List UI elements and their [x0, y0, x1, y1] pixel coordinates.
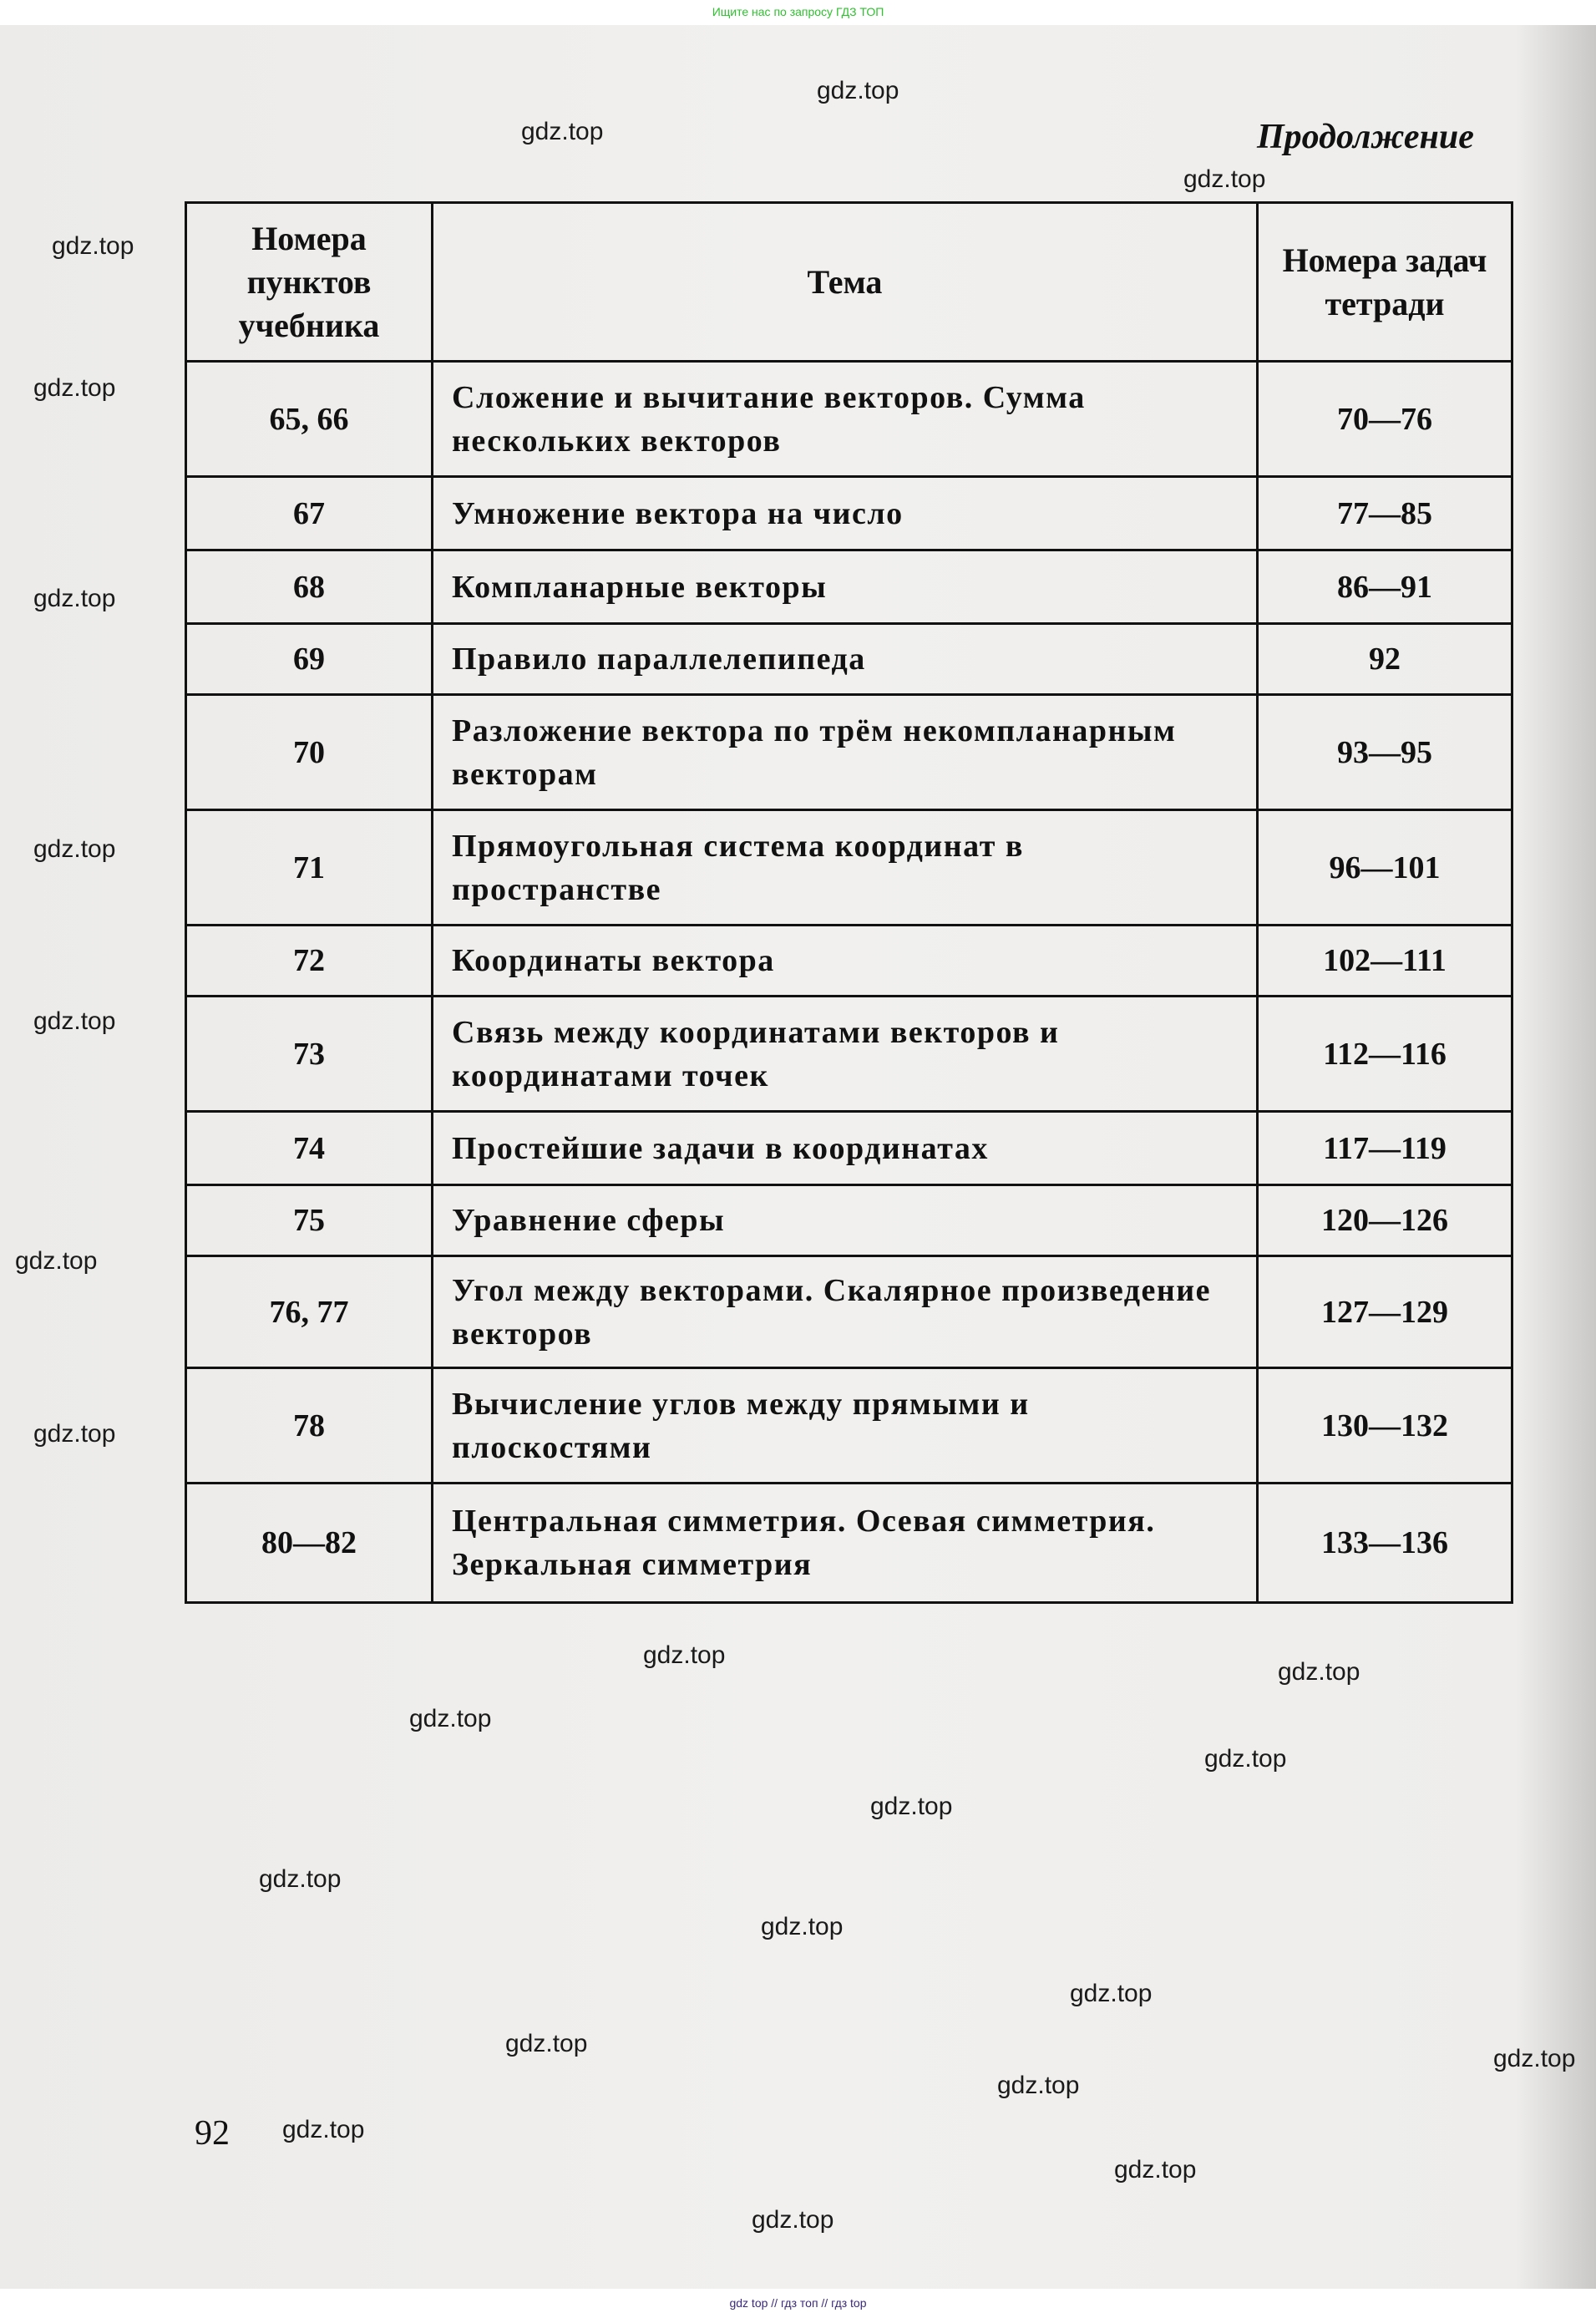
row-item-number: 65, 66: [186, 362, 433, 477]
row-task-numbers: 102—111: [1258, 926, 1512, 997]
row-task-numbers: 127—129: [1258, 1256, 1512, 1368]
row-item-number: 72: [186, 926, 433, 997]
row-item-number: 80—82: [186, 1484, 433, 1603]
row-topic: Разложение вектора по трём некомпланарным векторам: [433, 695, 1258, 810]
row-task-numbers: 117—119: [1258, 1112, 1512, 1185]
row-task-numbers: 92: [1258, 624, 1512, 695]
header-items: Номера пунктов учебника: [186, 203, 433, 362]
watermark: gdz.top: [643, 1641, 726, 1669]
table-body: [186, 362, 1512, 1603]
row-item-number: 69: [186, 624, 433, 695]
row-item-number: 73: [186, 997, 433, 1112]
row-topic: Угол между векторами. Скалярное произведение векторов: [433, 1256, 1258, 1368]
search-banner[interactable]: Ищите нас по запросу ГДЗ ТОП: [712, 5, 884, 18]
row-task-numbers: 130—132: [1258, 1368, 1512, 1484]
row-task-numbers: 112—116: [1258, 997, 1512, 1112]
header-tasks: Номера задач тетради: [1258, 203, 1512, 362]
row-topic: Умножение вектора на число: [433, 477, 1258, 550]
table-row: [186, 1484, 1512, 1603]
row-topic: Уравнение сферы: [433, 1185, 1258, 1256]
table-row: [186, 810, 1512, 926]
table-row: [186, 1256, 1512, 1368]
table-row: [186, 362, 1512, 477]
table-row: [186, 1368, 1512, 1484]
watermark: gdz.top: [1070, 1980, 1153, 2007]
watermark: gdz.top: [259, 1865, 342, 1893]
watermark: gdz.top: [1278, 1658, 1360, 1686]
row-topic: Сложение и вычитание векторов. Сумма нескольких векторов: [433, 362, 1258, 477]
row-task-numbers: 86—91: [1258, 550, 1512, 624]
row-task-numbers: 120—126: [1258, 1185, 1512, 1256]
watermark: gdz.top: [409, 1705, 492, 1732]
row-topic: Вычисление углов между прямыми и плоскостями: [433, 1368, 1258, 1484]
table-row: [186, 477, 1512, 550]
row-topic: Связь между координатами векторов и координатами точек: [433, 997, 1258, 1112]
row-task-numbers: 93—95: [1258, 695, 1512, 810]
watermark: gdz.top: [1114, 2156, 1197, 2184]
footer-links[interactable]: gdz top // гдз топ // гдз top: [0, 2289, 1596, 2318]
watermark: gdz.top: [15, 1247, 98, 1275]
row-item-number: 71: [186, 810, 433, 926]
row-item-number: 75: [186, 1185, 433, 1256]
table-row: [186, 1112, 1512, 1185]
row-item-number: 76, 77: [186, 1256, 433, 1368]
row-task-numbers: 77—85: [1258, 477, 1512, 550]
watermark: gdz.top: [521, 118, 604, 145]
watermark: gdz.top: [1183, 165, 1266, 193]
watermark: gdz.top: [1493, 2045, 1576, 2072]
watermark: gdz.top: [33, 1420, 116, 1448]
row-topic: Координаты вектора: [433, 926, 1258, 997]
row-item-number: 78: [186, 1368, 433, 1484]
correspondence-table: [185, 201, 1513, 1604]
continuation-label: Продолжение: [1257, 118, 1474, 156]
header-topic: Тема: [433, 203, 1258, 362]
row-task-numbers: 133—136: [1258, 1484, 1512, 1603]
watermark: gdz.top: [997, 2072, 1080, 2099]
row-topic: Прямоугольная система координат в пространстве: [433, 810, 1258, 926]
row-topic: Простейшие задачи в координатах: [433, 1112, 1258, 1185]
page-number: 92: [195, 2114, 230, 2153]
watermark: gdz.top: [33, 1007, 116, 1035]
table-header-row: [186, 203, 1512, 362]
watermark: gdz.top: [52, 232, 134, 260]
row-task-numbers: 96—101: [1258, 810, 1512, 926]
table-row: [186, 624, 1512, 695]
watermark: gdz.top: [33, 835, 116, 863]
row-topic: Центральная симметрия. Осевая симметрия. Зеркальная симметрия: [433, 1484, 1258, 1603]
row-item-number: 68: [186, 550, 433, 624]
row-task-numbers: 70—76: [1258, 362, 1512, 477]
table-row: [186, 997, 1512, 1112]
watermark: gdz.top: [282, 2116, 365, 2143]
row-item-number: 70: [186, 695, 433, 810]
watermark: gdz.top: [1204, 1745, 1287, 1773]
watermark: gdz.top: [817, 77, 899, 104]
table-row: [186, 695, 1512, 810]
row-item-number: 67: [186, 477, 433, 550]
watermark: gdz.top: [761, 1913, 844, 1940]
row-topic: Правило параллелепипеда: [433, 624, 1258, 695]
watermark: gdz.top: [33, 585, 116, 612]
watermark: gdz.top: [33, 374, 116, 402]
table-row: [186, 926, 1512, 997]
table-row: [186, 1185, 1512, 1256]
table-row: [186, 550, 1512, 624]
watermark: gdz.top: [870, 1793, 953, 1820]
watermark: gdz.top: [752, 2206, 834, 2234]
row-item-number: 74: [186, 1112, 433, 1185]
watermark: gdz.top: [505, 2030, 588, 2057]
row-topic: Компланарные векторы: [433, 550, 1258, 624]
